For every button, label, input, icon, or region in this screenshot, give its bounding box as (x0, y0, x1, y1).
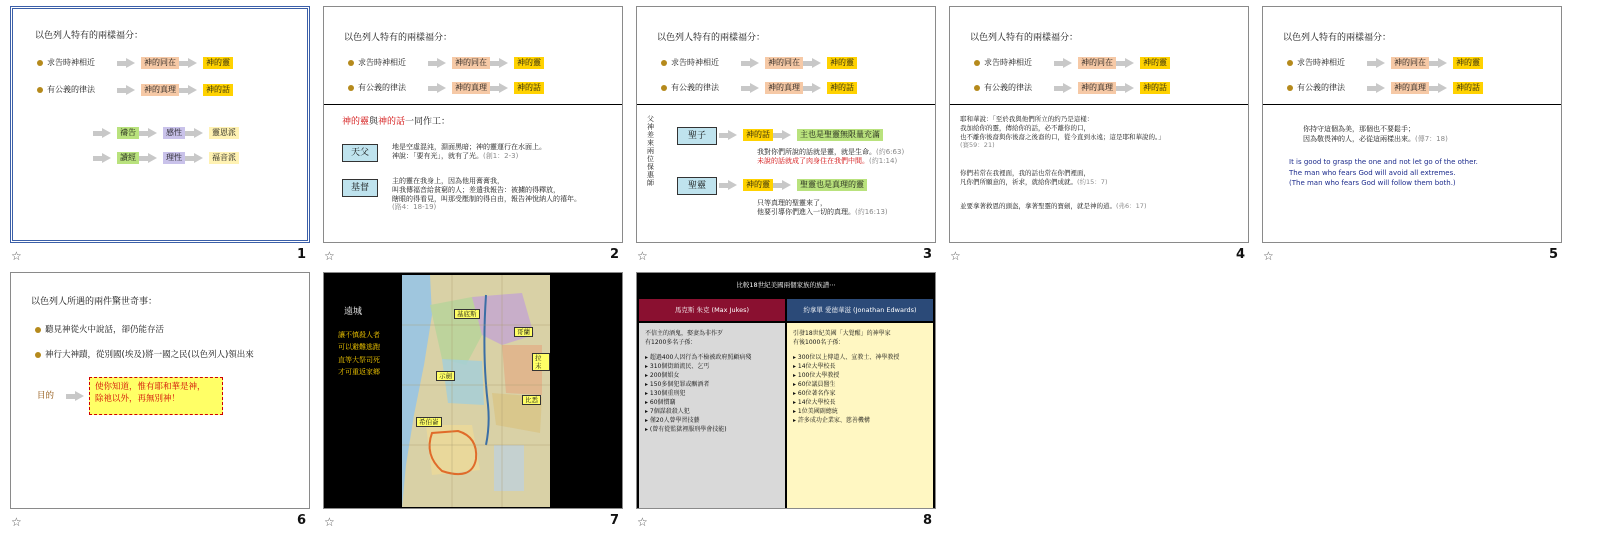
tag-prayer: 禱告 (117, 127, 139, 139)
tag-truth: 神的真理 (765, 82, 803, 94)
caption-line-3: 直等大祭司死 (338, 355, 380, 364)
arrow-right-icon (93, 153, 117, 163)
list-item: ▸ 200個娼女 (645, 372, 680, 379)
slide-thumbnail-3[interactable] (636, 6, 936, 273)
arrow-right-icon (139, 153, 163, 163)
tag-word: 神的話 (827, 82, 857, 94)
verse-block-1 (960, 115, 1165, 150)
tag-truth: 神的真理 (1391, 82, 1429, 94)
list-item: ▸ 7個謀殺殺人犯 (645, 408, 690, 415)
verse-block-3 (960, 202, 1146, 210)
tag-word: 神的話 (1140, 82, 1170, 94)
heading-and: 與 (369, 117, 379, 127)
city-label: 示劍 (436, 371, 455, 381)
slide-thumbnail-4[interactable] (949, 6, 1249, 273)
slide-4-canvas[interactable] (949, 6, 1249, 243)
bullet-icon (974, 60, 980, 66)
christ-ref: (路4：18-19) (392, 203, 437, 212)
purpose-line-1: 使你知道，惟有耶和華是神， (95, 382, 206, 392)
divider (1263, 104, 1561, 105)
arrow-right-icon (428, 58, 452, 68)
table-header: 比較18世紀美國兩個家族的族譜⋯ (736, 281, 836, 289)
transition-star-icon[interactable]: ☆ (950, 249, 961, 263)
bullet-row-2 (1287, 82, 1483, 94)
list-item: ▸ 60位著名作家 (793, 390, 836, 397)
slide-number: 7 (609, 513, 619, 528)
left-intro-1: 不信主的酒鬼，娶妻為非作歹 (645, 330, 724, 337)
verse-1-line-2: 我加給你的靈，傳給你的話，必不離你的口， (960, 123, 1090, 132)
row-label: 有公義的律法 (984, 83, 1032, 92)
left-list (645, 353, 779, 434)
slide-thumbnail-5[interactable] (1262, 6, 1562, 273)
bullet-icon (348, 85, 354, 91)
verse-3-text: 並要拿著救恩的頭盔，拿著聖靈的寶劍，就是神的道。 (960, 202, 1116, 210)
arrow-right-icon (117, 85, 141, 95)
verse-en-line-2: The man who fears God will avoid all extremes. (1289, 168, 1456, 177)
arrow-right-icon (803, 58, 827, 68)
tag-spirit: 神的靈 (1453, 57, 1483, 69)
verse-chinese (1303, 125, 1448, 145)
bullet-row-2 (35, 350, 254, 361)
map-image (402, 275, 550, 507)
arrow-right-icon (179, 85, 203, 95)
tag-emotion: 感性 (163, 127, 185, 139)
bullet-text-1: 聽見神從火中說話，卻仍能存活 (45, 325, 165, 335)
label-spirit: 聖靈 (677, 177, 717, 195)
row-label: 有公義的律法 (1297, 83, 1345, 92)
tag-word: 神的話 (514, 82, 544, 94)
verse-1-ref: (賽59：21) (960, 141, 995, 150)
verse-1-line-3: 也不離你後裔與你後裔之後裔的口，從今直到永遠；這是耶和華說的。」 (960, 132, 1165, 141)
list-item: ▸ 1位美國副總統 (793, 408, 838, 415)
tag-spirit: 神的靈 (203, 57, 233, 69)
christ-line-2: 叫我傳福音給貧窮的人；差遣我報告：被擄的得釋放， (392, 185, 560, 194)
slide-title: 以色列人特有的兩樣福分： (344, 33, 453, 43)
tag-truth: 神的真理 (452, 82, 490, 94)
arrow-right-icon (1429, 83, 1453, 93)
tag-reason: 理性 (163, 152, 185, 164)
arrow-right-icon (66, 391, 90, 402)
arrow-right-icon (185, 128, 209, 138)
slide-title: 以色列人特有的兩樣福分： (657, 33, 766, 43)
bullet-icon (35, 352, 41, 358)
verse-en-line-1: It is good to grasp the one and not let go of the other. (1289, 158, 1478, 166)
slide-thumbnail-7[interactable] (323, 272, 623, 539)
bullet-icon (661, 60, 667, 66)
slide-number: 4 (1235, 247, 1245, 262)
bullet-row-2 (661, 82, 857, 94)
arrow-right-icon (773, 180, 797, 190)
arrow-right-icon (1116, 58, 1140, 68)
slide-7-canvas[interactable] (323, 272, 623, 509)
tag-word: 神的話 (743, 129, 773, 141)
verse-zh-line-1: 你持守這個為美，那個也不要鬆手； (1303, 125, 1415, 133)
bullet-row-1 (37, 57, 233, 69)
bullet-icon (661, 85, 667, 91)
purpose-line-2: 除祂以外，再無別神！ (95, 394, 181, 405)
arrow-right-icon (185, 153, 209, 163)
verse-3-ref: (弗6：17) (1116, 202, 1147, 210)
arrow-right-icon (1116, 83, 1140, 93)
arrow-right-icon (179, 58, 203, 68)
slide-1-canvas[interactable] (10, 6, 310, 243)
verse-2-ref: (約15：7) (1077, 177, 1108, 186)
heading-word: 神的話 (378, 117, 406, 127)
verse-2-line-2: 凡你們所願意的，祈求，就給你們成就。 (960, 177, 1077, 186)
heading-rest: 一同作工： (405, 117, 451, 127)
map-caption (338, 329, 380, 378)
bullet-row-2 (37, 84, 233, 96)
right-intro-2: 有後1000名子孫： (793, 339, 845, 346)
arrow-right-icon (428, 83, 452, 93)
son-ref-2: (約1:14) (869, 156, 898, 165)
slide-5-canvas[interactable] (1262, 6, 1562, 243)
arrow-right-icon (719, 180, 743, 190)
tag-son-desc: 主也是聖靈無限量充滿 (797, 129, 883, 141)
verse-english (1289, 157, 1478, 189)
transition-star-icon[interactable]: ☆ (11, 249, 22, 263)
list-item: ▸ 300位以上傳道人、宣教士、神學教授 (793, 354, 900, 361)
list-item: ▸ 許多成功企業家、慈善機構 (793, 417, 870, 424)
city-label: 哥蘭 (514, 327, 533, 337)
spirit-row (719, 179, 867, 191)
arrow-right-icon (1054, 58, 1078, 68)
arrow-right-icon (741, 83, 765, 93)
slide-number: 3 (922, 247, 932, 262)
arrow-right-icon (139, 128, 163, 138)
bullet-icon (1287, 85, 1293, 91)
spirit-line-2: 他要引導你們進入一切的真理。 (757, 207, 855, 216)
purpose-label: 目的 (37, 391, 55, 401)
divider (637, 104, 935, 105)
row-label: 有公義的律法 (358, 83, 406, 92)
bullet-icon (1287, 60, 1293, 66)
christ-line-3: 瞎眼的得看見，叫那受壓制的得自由，報告神悅納人的禧年。 (392, 194, 581, 203)
verse-zh-line-2: 因為敬畏神的人，必從這兩樣出來。 (1303, 134, 1415, 143)
list-item: ▸ 超過400人因行為不檢被政府照顧病殘 (645, 354, 752, 361)
verse-block-2 (960, 169, 1107, 187)
slide-number: 5 (1548, 247, 1558, 262)
tag-presence: 神的同在 (1391, 57, 1429, 69)
map-heading: 遠城 (344, 307, 363, 317)
city-label: 希伯崙 (416, 417, 442, 427)
spirit-line-1: 只等真理的聖靈來了， (757, 199, 827, 207)
slide-2-canvas[interactable] (323, 6, 623, 243)
father-text (392, 143, 546, 161)
son-ref-1: (約6:63) (876, 148, 905, 156)
tag-evangelical: 福音派 (209, 152, 239, 164)
label-christ: 基督 (342, 179, 378, 197)
slide-number: 8 (922, 513, 932, 528)
son-row (719, 129, 883, 141)
christ-text (392, 177, 581, 212)
arrow-right-icon (803, 83, 827, 93)
transition-star-icon[interactable]: ☆ (637, 515, 648, 529)
son-verses (757, 148, 904, 166)
slide-title: 以色列人特有的兩樣福分： (1283, 33, 1392, 43)
list-item: ▸ 14位大學校長 (793, 399, 836, 406)
bullet-row-1 (348, 57, 544, 69)
tag-word: 神的話 (1453, 82, 1483, 94)
bullet-icon (348, 60, 354, 66)
tag-truth: 神的真理 (1078, 82, 1116, 94)
tag-spirit: 神的靈 (743, 179, 773, 191)
arrow-right-icon (741, 58, 765, 68)
group-row-1 (93, 127, 239, 139)
transition-star-icon[interactable]: ☆ (11, 515, 22, 529)
slide-8-canvas[interactable] (636, 272, 936, 509)
bullet-row-1 (1287, 57, 1483, 69)
divider (324, 104, 622, 105)
label-son: 聖子 (677, 127, 717, 145)
bullet-text-2: 神行大神蹟，從別國(埃及)將一國之民(以色列人)領出來 (45, 350, 254, 360)
slide-number: 2 (609, 247, 619, 262)
right-list (793, 353, 927, 425)
list-item: ▸ 310個街頭流民、乞丐 (645, 363, 710, 370)
caption-line-4: 才可重返家鄉 (338, 367, 380, 376)
bullet-icon (974, 85, 980, 91)
tag-spirit-desc: 聖靈也是真理的靈 (797, 179, 867, 191)
list-item: ▸ 60個慣竊 (645, 399, 676, 406)
row-label: 求告時神相近 (1297, 58, 1345, 67)
slide-thumbnail-1[interactable] (10, 6, 310, 273)
side-vertical-text: 父神差來兩位保惠師 (647, 115, 654, 188)
section-heading (342, 117, 450, 128)
right-intro-1: 引發18世紀美國「大覺醒」的神學家 (793, 330, 891, 337)
row-label: 求告時神相近 (984, 58, 1032, 67)
arrow-right-icon (490, 58, 514, 68)
bullet-row-1 (661, 57, 857, 69)
arrow-right-icon (117, 58, 141, 68)
slide-3-canvas[interactable] (636, 6, 936, 243)
verse-en-line-3: (The man who fears God will follow them both.) (1289, 179, 1456, 187)
slide-number: 1 (296, 247, 306, 262)
bullet-row-1 (974, 57, 1170, 69)
tag-spirit: 神的靈 (827, 57, 857, 69)
arrow-right-icon (1367, 83, 1391, 93)
bullet-row-1 (35, 325, 164, 336)
tag-word: 神的話 (203, 84, 233, 96)
arrow-right-icon (719, 130, 743, 140)
slide-number: 6 (296, 513, 306, 528)
tag-presence: 神的同在 (1078, 57, 1116, 69)
divider (950, 104, 1248, 105)
father-line-1: 地是空虛混沌，淵面黑暗；神的靈運行在水面上。 (392, 143, 546, 151)
slide-title: 以色列人特有的兩樣福分： (970, 33, 1079, 43)
verse-zh-ref: (傳7：18) (1415, 134, 1448, 143)
tag-spirit: 神的靈 (1140, 57, 1170, 69)
group-row-2 (93, 152, 239, 164)
transition-star-icon[interactable]: ☆ (637, 249, 648, 263)
left-column (639, 323, 785, 508)
city-label: 基底斯 (454, 309, 480, 319)
tag-truth: 神的真理 (141, 84, 179, 96)
list-item: ▸ 150多個犯罪或酗酒者 (645, 381, 710, 388)
spirit-ref: (約16:13) (855, 207, 888, 216)
bullet-row-2 (974, 82, 1170, 94)
verse-2-line-1: 你們若常在我裡面，我的話也常在你們裡面， (960, 169, 1090, 177)
arrow-right-icon (1054, 83, 1078, 93)
label-father: 天父 (342, 144, 378, 162)
slide-thumbnail-2[interactable] (323, 6, 623, 273)
arrow-right-icon (1429, 58, 1453, 68)
slide-6-canvas[interactable] (10, 272, 310, 509)
father-line-2: 神說：「要有光」，就有了光。 (392, 151, 483, 160)
list-item: ▸ (曾有從監獄裡服刑學會技能) (645, 426, 727, 433)
row-label: 求告時神相近 (47, 58, 95, 67)
caption-line-1: 讓不慎殺人者 (338, 331, 380, 339)
row-label: 有公義的律法 (47, 85, 95, 94)
arrow-right-icon (93, 128, 117, 138)
transition-star-icon[interactable]: ☆ (1263, 249, 1274, 263)
son-line-1: 我對你們所說的話就是靈，就是生命。 (757, 148, 876, 156)
list-item: ▸ 14位大學校長 (793, 363, 836, 370)
tag-bible-reading: 讀經 (117, 152, 139, 164)
right-column-head: 約拿單 愛德華滋 (Jonathan Edwards) (787, 299, 933, 321)
father-ref: (創1：2-3) (483, 151, 519, 160)
tag-charismatic: 靈恩派 (209, 127, 239, 139)
transition-star-icon[interactable]: ☆ (324, 515, 335, 529)
city-label: 比悉 (522, 395, 541, 405)
arrow-right-icon (773, 130, 797, 140)
slide-thumbnail-6[interactable] (10, 272, 310, 539)
list-item: ▸ 僅20人曾學習技藝 (645, 417, 700, 424)
row-label: 求告時神相近 (358, 58, 406, 67)
transition-star-icon[interactable]: ☆ (324, 249, 335, 263)
arrow-right-icon (1367, 58, 1391, 68)
bullet-icon (35, 327, 41, 333)
son-line-2: 未說的話就成了肉身住在我們中間。 (757, 156, 869, 165)
caption-line-2: 可以避難逃跑 (338, 343, 380, 352)
slide-title: 以色列人所遇的兩件驚世奇事： (31, 297, 158, 307)
list-item: ▸ 130個重刑犯 (645, 390, 686, 397)
arrow-right-icon (490, 83, 514, 93)
left-intro-2: 有1200多名子孫： (645, 339, 697, 346)
christ-line-1: 主的靈在我身上，因為他用膏膏我， (392, 177, 504, 185)
bullet-row-2 (348, 82, 544, 94)
right-column (787, 323, 933, 508)
left-column-head: 馬克斯 朱克 (Max Jukes) (639, 299, 785, 321)
slide-title: 以色列人特有的兩樣福分： (35, 31, 144, 41)
tag-presence: 神的同在 (765, 57, 803, 69)
city-label: 拉末 (532, 353, 550, 371)
slide-thumbnail-8[interactable] (636, 272, 936, 539)
list-item: ▸ 100位大學教授 (793, 372, 840, 379)
tag-presence: 神的同在 (141, 57, 179, 69)
bullet-icon (37, 60, 43, 66)
tag-spirit: 神的靈 (514, 57, 544, 69)
row-label: 有公義的律法 (671, 83, 719, 92)
bullet-icon (37, 87, 43, 93)
verse-1-line-1: 耶和華說：「至於我與他們所立的約乃是這樣： (960, 115, 1094, 123)
spirit-verses (757, 199, 888, 217)
tag-presence: 神的同在 (452, 57, 490, 69)
row-label: 求告時神相近 (671, 58, 719, 67)
purpose-box (89, 377, 223, 415)
list-item: ▸ 60位議員醫生 (793, 381, 836, 388)
heading-spirit: 神的靈 (342, 117, 370, 127)
